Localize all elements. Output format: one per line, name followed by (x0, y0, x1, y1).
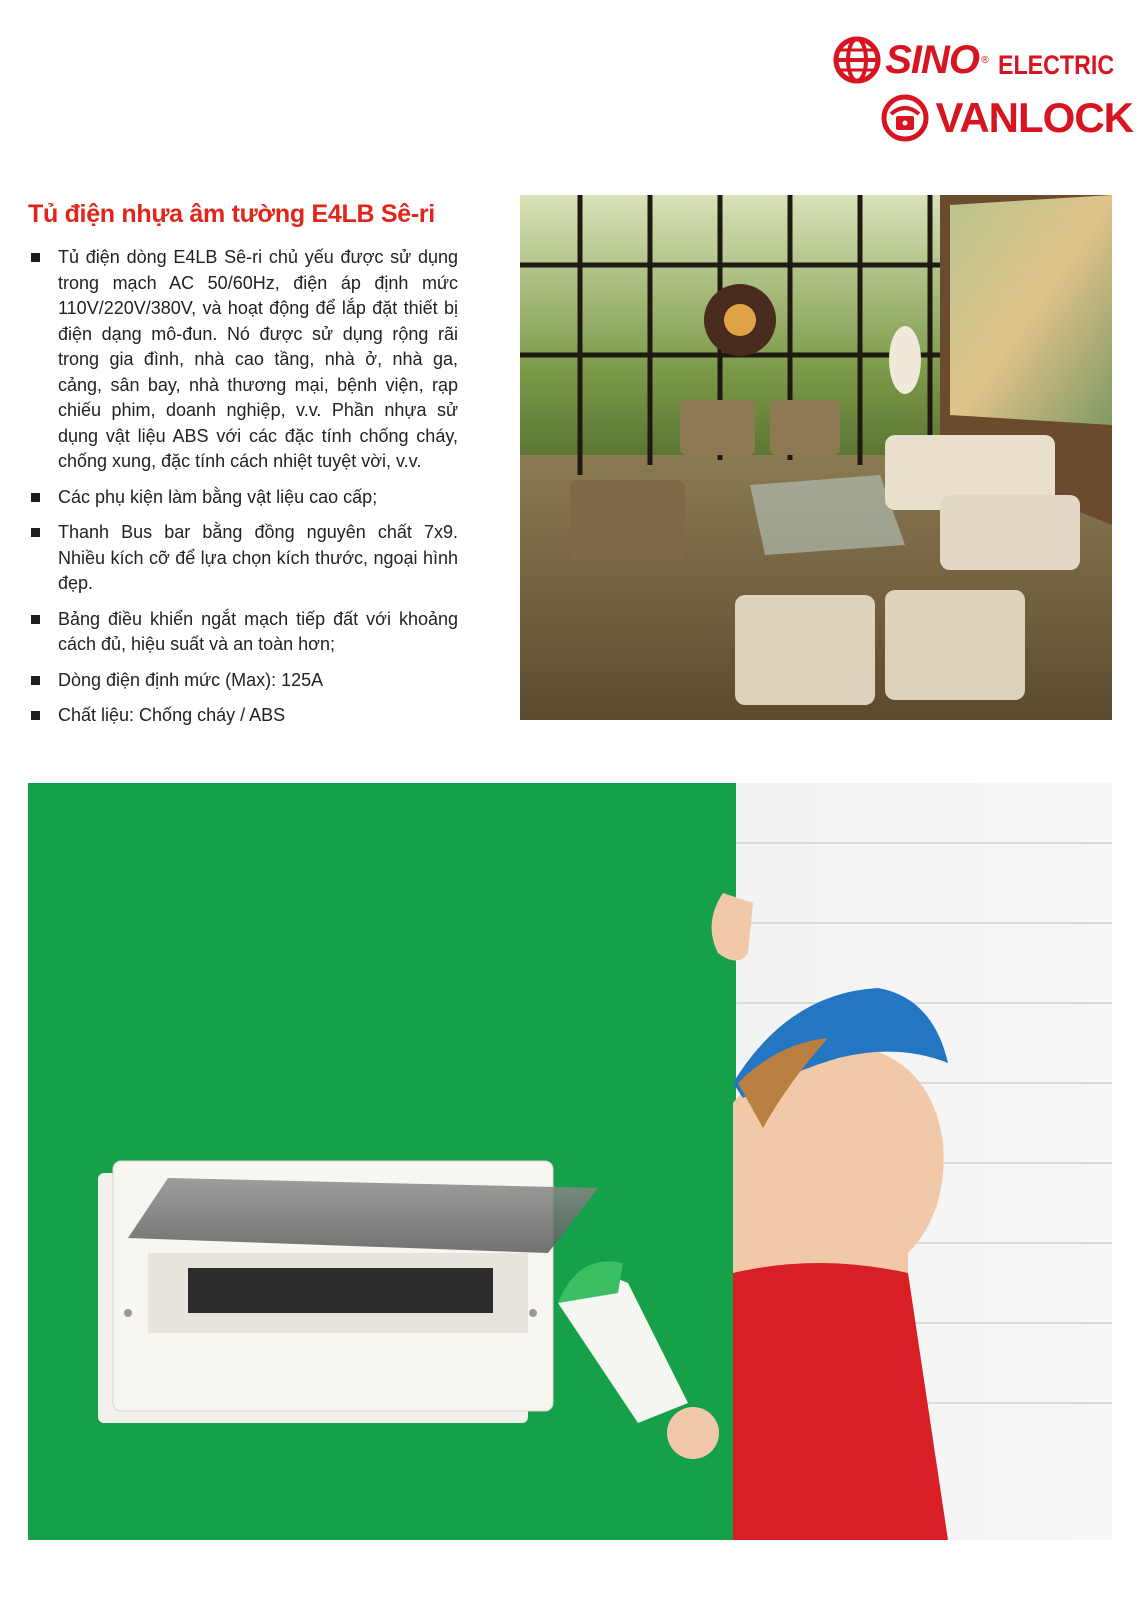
brand-logo (843, 30, 1133, 150)
living-room-photo (520, 195, 1112, 720)
square-bullet-icon (31, 528, 40, 537)
electric-wordmark: ELECTRIC (998, 49, 1115, 80)
lock-emblem-icon (881, 94, 929, 142)
feature-text: Các phụ kiện làm bằng vật liệu cao cấp; (58, 486, 378, 507)
product-hero-image (28, 783, 1112, 1540)
vanlock-logo (881, 94, 1133, 142)
feature-list (28, 245, 458, 739)
sino-wordmark: SINO (885, 38, 979, 82)
square-bullet-icon (31, 493, 40, 502)
feature-item (28, 703, 458, 729)
square-bullet-icon (31, 615, 40, 624)
square-bullet-icon (31, 711, 40, 720)
feature-item (28, 245, 458, 475)
feature-item (28, 668, 458, 694)
feature-text: Tủ điện dòng E4LB Sê-ri chủ yếu được sử dụng trong mạch AC 50/60Hz, điện áp định mức 110V/220V/380V, và hoạt động để lắp đặt thiết bị điện dạng mô-đun. Nó được sử dụng rộng rãi trong gia đình, nhà cao tầng, nhà ở, nhà ga, cảng, sân bay, nhà thương mại, bệnh viện, rạp chiếu phim, doanh nghiệp, v.v. Phần nhựa sử dụng vật liệu ABS với các đặc tính chống cháy, chống xung, đặc tính cách nhiệt tuyệt vời, v.v. (58, 247, 458, 471)
feature-text: Bảng điều khiển ngắt mạch tiếp đất với khoảng cách đủ, hiệu suất và an toàn hơn; (58, 608, 458, 654)
feature-item (28, 520, 458, 597)
square-bullet-icon (31, 676, 40, 685)
page-title: Tủ điện nhựa âm tường E4LB Sê-ri (28, 200, 435, 228)
vanlock-wordmark: VANLOCK (935, 94, 1133, 141)
globe-icon (833, 36, 881, 84)
feature-text: Dòng điện định mức (Max): 125A (58, 669, 324, 690)
registered-mark: ® (980, 54, 990, 66)
sino-electric-logo (833, 36, 1133, 84)
feature-text: Chất liệu: Chống cháy / ABS (58, 705, 286, 725)
square-bullet-icon (31, 253, 40, 262)
feature-text: Thanh Bus bar bằng đồng nguyên chất 7x9. Nhiều kích cỡ để lựa chọn kích thước, ngoại hình đẹp. (58, 522, 458, 593)
feature-item (28, 607, 458, 658)
feature-item (28, 485, 458, 511)
